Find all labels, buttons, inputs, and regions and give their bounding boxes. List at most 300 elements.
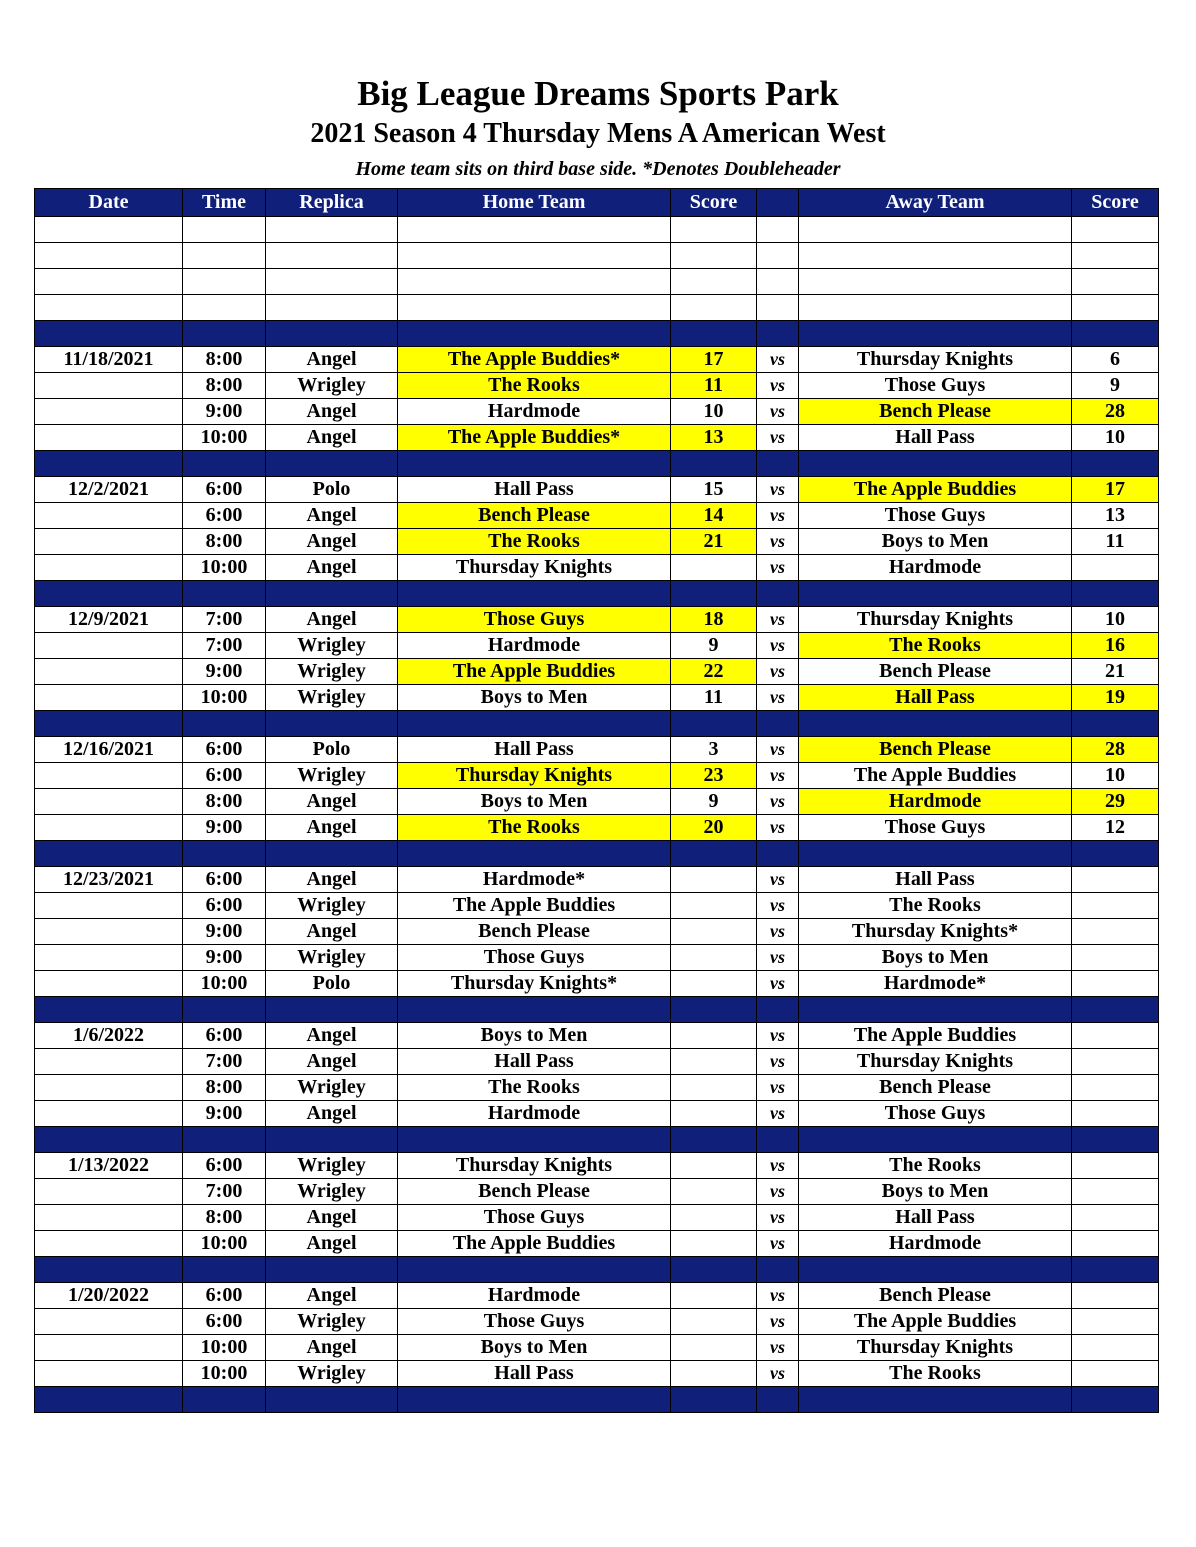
time-cell: 6:00 [183, 1023, 266, 1049]
separator-cell [799, 1257, 1072, 1283]
game-row [35, 1101, 1159, 1127]
blank-cell [266, 243, 398, 269]
blank-cell [757, 269, 799, 295]
separator-cell [35, 841, 183, 867]
separator-row [35, 1387, 1159, 1413]
replica-cell: Angel [266, 607, 398, 633]
separator-cell [183, 1257, 266, 1283]
away-score-cell: 13 [1072, 503, 1159, 529]
game-row [35, 685, 1159, 711]
home-score-cell: 10 [671, 399, 757, 425]
blank-cell [398, 243, 671, 269]
home-team-cell: Those Guys [398, 945, 671, 971]
page-subtitle: 2021 Season 4 Thursday Mens A American West [310, 118, 886, 149]
vs-cell: vs [757, 555, 799, 581]
date-cell [35, 685, 183, 711]
date-cell [35, 945, 183, 971]
blank-cell [398, 217, 671, 243]
date-cell [35, 1335, 183, 1361]
away-team-cell: Hardmode [799, 1231, 1072, 1257]
away-score-cell [1072, 867, 1159, 893]
game-row [35, 971, 1159, 997]
separator-cell [799, 451, 1072, 477]
time-cell: 9:00 [183, 815, 266, 841]
game-row [35, 919, 1159, 945]
home-team-cell: Hardmode [398, 1101, 671, 1127]
away-team-cell: The Rooks [799, 633, 1072, 659]
game-row [35, 1179, 1159, 1205]
time-cell: 9:00 [183, 399, 266, 425]
separator-cell [398, 451, 671, 477]
game-row [35, 503, 1159, 529]
separator-cell [398, 1127, 671, 1153]
home-score-cell: 14 [671, 503, 757, 529]
away-score-cell [1072, 919, 1159, 945]
replica-cell: Wrigley [266, 633, 398, 659]
time-cell: 6:00 [183, 503, 266, 529]
home-score-cell: 23 [671, 763, 757, 789]
vs-cell: vs [757, 425, 799, 451]
separator-cell [35, 321, 183, 347]
separator-cell [757, 1127, 799, 1153]
replica-cell: Angel [266, 1205, 398, 1231]
separator-cell [671, 841, 757, 867]
home-score-cell: 20 [671, 815, 757, 841]
vs-cell: vs [757, 971, 799, 997]
separator-cell [35, 451, 183, 477]
blank-cell [1072, 217, 1159, 243]
time-cell: 7:00 [183, 1049, 266, 1075]
separator-cell [671, 581, 757, 607]
home-score-cell [671, 971, 757, 997]
replica-cell: Angel [266, 399, 398, 425]
away-team-cell: Hall Pass [799, 1205, 1072, 1231]
vs-cell: vs [757, 789, 799, 815]
home-score-cell: 11 [671, 373, 757, 399]
blank-cell [671, 217, 757, 243]
time-cell: 8:00 [183, 529, 266, 555]
home-score-cell [671, 919, 757, 945]
vs-cell: vs [757, 1179, 799, 1205]
blank-row [35, 295, 1159, 321]
game-row [35, 763, 1159, 789]
time-cell: 10:00 [183, 685, 266, 711]
away-team-cell: Boys to Men [799, 529, 1072, 555]
date-cell [35, 971, 183, 997]
away-team-cell: The Rooks [799, 1361, 1072, 1387]
time-cell: 10:00 [183, 425, 266, 451]
away-score-cell: 9 [1072, 373, 1159, 399]
away-team-cell: Hall Pass [799, 867, 1072, 893]
time-cell: 6:00 [183, 867, 266, 893]
home-team-cell: Bench Please [398, 503, 671, 529]
separator-cell [1072, 711, 1159, 737]
separator-row [35, 841, 1159, 867]
game-row [35, 1361, 1159, 1387]
replica-cell: Wrigley [266, 1361, 398, 1387]
separator-cell [398, 1387, 671, 1413]
away-team-cell: Hall Pass [799, 685, 1072, 711]
home-team-cell: Those Guys [398, 1309, 671, 1335]
separator-cell [1072, 1387, 1159, 1413]
separator-cell [398, 841, 671, 867]
home-team-cell: Bench Please [398, 919, 671, 945]
game-row [35, 1309, 1159, 1335]
time-cell: 8:00 [183, 789, 266, 815]
time-cell: 10:00 [183, 1361, 266, 1387]
date-cell: 12/16/2021 [35, 737, 183, 763]
date-cell [35, 789, 183, 815]
separator-row [35, 451, 1159, 477]
vs-cell: vs [757, 1075, 799, 1101]
away-score-cell [1072, 893, 1159, 919]
away-score-cell [1072, 971, 1159, 997]
vs-cell: vs [757, 1309, 799, 1335]
away-score-cell: 17 [1072, 477, 1159, 503]
away-team-cell: Hardmode [799, 555, 1072, 581]
game-row [35, 529, 1159, 555]
away-team-cell: Those Guys [799, 373, 1072, 399]
home-score-cell: 17 [671, 347, 757, 373]
replica-cell: Angel [266, 815, 398, 841]
home-team-cell: Hall Pass [398, 737, 671, 763]
away-score-cell [1072, 945, 1159, 971]
away-score-cell [1072, 1283, 1159, 1309]
game-row [35, 1335, 1159, 1361]
home-score-cell: 11 [671, 685, 757, 711]
doubleheader-note: Home team sits on third base side. *Denotes Doubleheader [355, 158, 841, 180]
separator-cell [799, 321, 1072, 347]
replica-cell: Angel [266, 789, 398, 815]
game-row [35, 425, 1159, 451]
vs-cell: vs [757, 607, 799, 633]
blank-row [35, 243, 1159, 269]
home-score-cell: 3 [671, 737, 757, 763]
game-row [35, 477, 1159, 503]
vs-cell: vs [757, 1049, 799, 1075]
separator-cell [35, 581, 183, 607]
replica-cell: Wrigley [266, 893, 398, 919]
away-score-cell [1072, 1049, 1159, 1075]
time-cell: 6:00 [183, 1153, 266, 1179]
home-score-cell [671, 1309, 757, 1335]
vs-cell: vs [757, 1205, 799, 1231]
blank-row [35, 269, 1159, 295]
col-home-score-header: Score [671, 189, 757, 217]
replica-cell: Angel [266, 1231, 398, 1257]
game-row [35, 1153, 1159, 1179]
blank-cell [799, 217, 1072, 243]
blank-cell [183, 243, 266, 269]
time-cell: 7:00 [183, 1179, 266, 1205]
home-team-cell: The Apple Buddies [398, 659, 671, 685]
away-score-cell: 10 [1072, 763, 1159, 789]
separator-cell [671, 321, 757, 347]
date-cell [35, 399, 183, 425]
away-team-cell: Thursday Knights [799, 1335, 1072, 1361]
away-team-cell: Hardmode* [799, 971, 1072, 997]
separator-cell [1072, 1257, 1159, 1283]
separator-cell [266, 997, 398, 1023]
blank-cell [671, 295, 757, 321]
away-team-cell: Hardmode [799, 789, 1072, 815]
home-team-cell: Boys to Men [398, 1335, 671, 1361]
vs-cell: vs [757, 737, 799, 763]
home-team-cell: The Apple Buddies [398, 1231, 671, 1257]
home-score-cell [671, 893, 757, 919]
schedule-body [35, 217, 1159, 1413]
away-team-cell: Boys to Men [799, 945, 1072, 971]
replica-cell: Angel [266, 1283, 398, 1309]
game-row [35, 1231, 1159, 1257]
separator-cell [266, 451, 398, 477]
date-cell [35, 425, 183, 451]
away-team-cell: Thursday Knights [799, 607, 1072, 633]
replica-cell: Wrigley [266, 373, 398, 399]
separator-cell [799, 1387, 1072, 1413]
home-score-cell [671, 1335, 757, 1361]
separator-cell [757, 581, 799, 607]
separator-cell [398, 1257, 671, 1283]
date-cell [35, 1049, 183, 1075]
time-cell: 10:00 [183, 1335, 266, 1361]
vs-cell: vs [757, 503, 799, 529]
away-team-cell: The Apple Buddies [799, 1309, 1072, 1335]
home-team-cell: Boys to Men [398, 685, 671, 711]
away-score-cell: 21 [1072, 659, 1159, 685]
game-row [35, 867, 1159, 893]
col-vs-header [757, 189, 799, 217]
home-score-cell [671, 945, 757, 971]
game-row [35, 1049, 1159, 1075]
separator-cell [266, 711, 398, 737]
vs-cell: vs [757, 347, 799, 373]
separator-cell [266, 1127, 398, 1153]
blank-cell [266, 217, 398, 243]
separator-cell [671, 711, 757, 737]
separator-cell [183, 451, 266, 477]
blank-cell [183, 295, 266, 321]
home-team-cell: The Rooks [398, 529, 671, 555]
separator-cell [1072, 451, 1159, 477]
home-score-cell [671, 1153, 757, 1179]
home-team-cell: Hardmode* [398, 867, 671, 893]
separator-cell [671, 1257, 757, 1283]
away-score-cell [1072, 1309, 1159, 1335]
separator-cell [35, 1257, 183, 1283]
game-row [35, 1075, 1159, 1101]
replica-cell: Angel [266, 529, 398, 555]
separator-cell [35, 997, 183, 1023]
replica-cell: Wrigley [266, 1075, 398, 1101]
away-score-cell [1072, 1179, 1159, 1205]
home-team-cell: The Rooks [398, 1075, 671, 1101]
date-cell: 12/23/2021 [35, 867, 183, 893]
home-team-cell: Hall Pass [398, 1361, 671, 1387]
col-date-header: Date [35, 189, 183, 217]
separator-cell [671, 1127, 757, 1153]
col-home-team-header: Home Team [398, 189, 671, 217]
away-team-cell: The Apple Buddies [799, 477, 1072, 503]
separator-cell [183, 581, 266, 607]
time-cell: 8:00 [183, 373, 266, 399]
separator-cell [671, 451, 757, 477]
away-score-cell: 6 [1072, 347, 1159, 373]
away-team-cell: Hall Pass [799, 425, 1072, 451]
time-cell: 9:00 [183, 659, 266, 685]
replica-cell: Wrigley [266, 1153, 398, 1179]
home-score-cell [671, 1205, 757, 1231]
separator-cell [183, 321, 266, 347]
away-score-cell [1072, 1205, 1159, 1231]
date-cell [35, 1075, 183, 1101]
time-cell: 6:00 [183, 477, 266, 503]
replica-cell: Angel [266, 1335, 398, 1361]
date-cell [35, 763, 183, 789]
home-score-cell: 22 [671, 659, 757, 685]
home-score-cell [671, 555, 757, 581]
blank-cell [35, 217, 183, 243]
home-team-cell: The Rooks [398, 373, 671, 399]
home-score-cell: 15 [671, 477, 757, 503]
game-row [35, 373, 1159, 399]
vs-cell: vs [757, 1101, 799, 1127]
replica-cell: Polo [266, 477, 398, 503]
time-cell: 8:00 [183, 1205, 266, 1231]
blank-cell [35, 295, 183, 321]
vs-cell: vs [757, 945, 799, 971]
away-score-cell [1072, 1361, 1159, 1387]
blank-cell [35, 269, 183, 295]
replica-cell: Angel [266, 867, 398, 893]
vs-cell: vs [757, 815, 799, 841]
separator-cell [757, 841, 799, 867]
vs-cell: vs [757, 399, 799, 425]
time-cell: 7:00 [183, 633, 266, 659]
date-cell: 1/6/2022 [35, 1023, 183, 1049]
away-team-cell: Those Guys [799, 1101, 1072, 1127]
home-score-cell [671, 1179, 757, 1205]
separator-cell [799, 581, 1072, 607]
blank-cell [671, 243, 757, 269]
away-score-cell: 10 [1072, 607, 1159, 633]
vs-cell: vs [757, 1283, 799, 1309]
vs-cell: vs [757, 763, 799, 789]
blank-cell [799, 295, 1072, 321]
home-score-cell [671, 1283, 757, 1309]
home-team-cell: Boys to Men [398, 1023, 671, 1049]
away-score-cell [1072, 1101, 1159, 1127]
time-cell: 6:00 [183, 737, 266, 763]
home-team-cell: Bench Please [398, 1179, 671, 1205]
date-cell [35, 659, 183, 685]
blank-cell [266, 295, 398, 321]
date-cell [35, 919, 183, 945]
date-cell [35, 1361, 183, 1387]
game-row [35, 1283, 1159, 1309]
separator-cell [799, 841, 1072, 867]
replica-cell: Wrigley [266, 945, 398, 971]
home-team-cell: Boys to Men [398, 789, 671, 815]
date-cell [35, 1101, 183, 1127]
home-score-cell: 9 [671, 633, 757, 659]
date-cell: 11/18/2021 [35, 347, 183, 373]
game-row [35, 815, 1159, 841]
blank-cell [1072, 295, 1159, 321]
home-team-cell: Those Guys [398, 1205, 671, 1231]
blank-cell [35, 243, 183, 269]
separator-cell [1072, 581, 1159, 607]
vs-cell: vs [757, 919, 799, 945]
replica-cell: Wrigley [266, 685, 398, 711]
home-team-cell: Hall Pass [398, 1049, 671, 1075]
date-cell [35, 1205, 183, 1231]
vs-cell: vs [757, 659, 799, 685]
home-team-cell: Hardmode [398, 399, 671, 425]
separator-cell [1072, 1127, 1159, 1153]
separator-cell [35, 1387, 183, 1413]
blank-cell [671, 269, 757, 295]
separator-cell [757, 451, 799, 477]
time-cell: 10:00 [183, 1231, 266, 1257]
separator-cell [183, 997, 266, 1023]
away-team-cell: Bench Please [799, 1283, 1072, 1309]
date-cell [35, 373, 183, 399]
separator-cell [1072, 841, 1159, 867]
home-team-cell: The Apple Buddies* [398, 425, 671, 451]
col-replica-header: Replica [266, 189, 398, 217]
vs-cell: vs [757, 633, 799, 659]
date-cell [35, 815, 183, 841]
game-row [35, 1205, 1159, 1231]
away-team-cell: The Apple Buddies [799, 1023, 1072, 1049]
time-cell: 9:00 [183, 945, 266, 971]
game-row [35, 399, 1159, 425]
separator-cell [757, 1387, 799, 1413]
vs-cell: vs [757, 1335, 799, 1361]
separator-cell [35, 711, 183, 737]
date-cell [35, 555, 183, 581]
separator-row [35, 997, 1159, 1023]
separator-cell [799, 997, 1072, 1023]
home-score-cell: 13 [671, 425, 757, 451]
separator-cell [183, 711, 266, 737]
separator-row [35, 1127, 1159, 1153]
blank-cell [398, 295, 671, 321]
date-cell [35, 1309, 183, 1335]
away-score-cell: 19 [1072, 685, 1159, 711]
away-score-cell: 29 [1072, 789, 1159, 815]
vs-cell: vs [757, 867, 799, 893]
game-row [35, 737, 1159, 763]
home-team-cell: The Apple Buddies* [398, 347, 671, 373]
date-cell: 1/13/2022 [35, 1153, 183, 1179]
separator-cell [757, 711, 799, 737]
separator-cell [1072, 997, 1159, 1023]
col-away-score-header: Score [1072, 189, 1159, 217]
vs-cell: vs [757, 1361, 799, 1387]
separator-row [35, 711, 1159, 737]
separator-cell [1072, 321, 1159, 347]
home-team-cell: Thursday Knights* [398, 971, 671, 997]
replica-cell: Polo [266, 971, 398, 997]
home-score-cell: 21 [671, 529, 757, 555]
separator-cell [671, 1387, 757, 1413]
replica-cell: Angel [266, 503, 398, 529]
separator-cell [757, 321, 799, 347]
separator-cell [266, 841, 398, 867]
separator-cell [35, 1127, 183, 1153]
